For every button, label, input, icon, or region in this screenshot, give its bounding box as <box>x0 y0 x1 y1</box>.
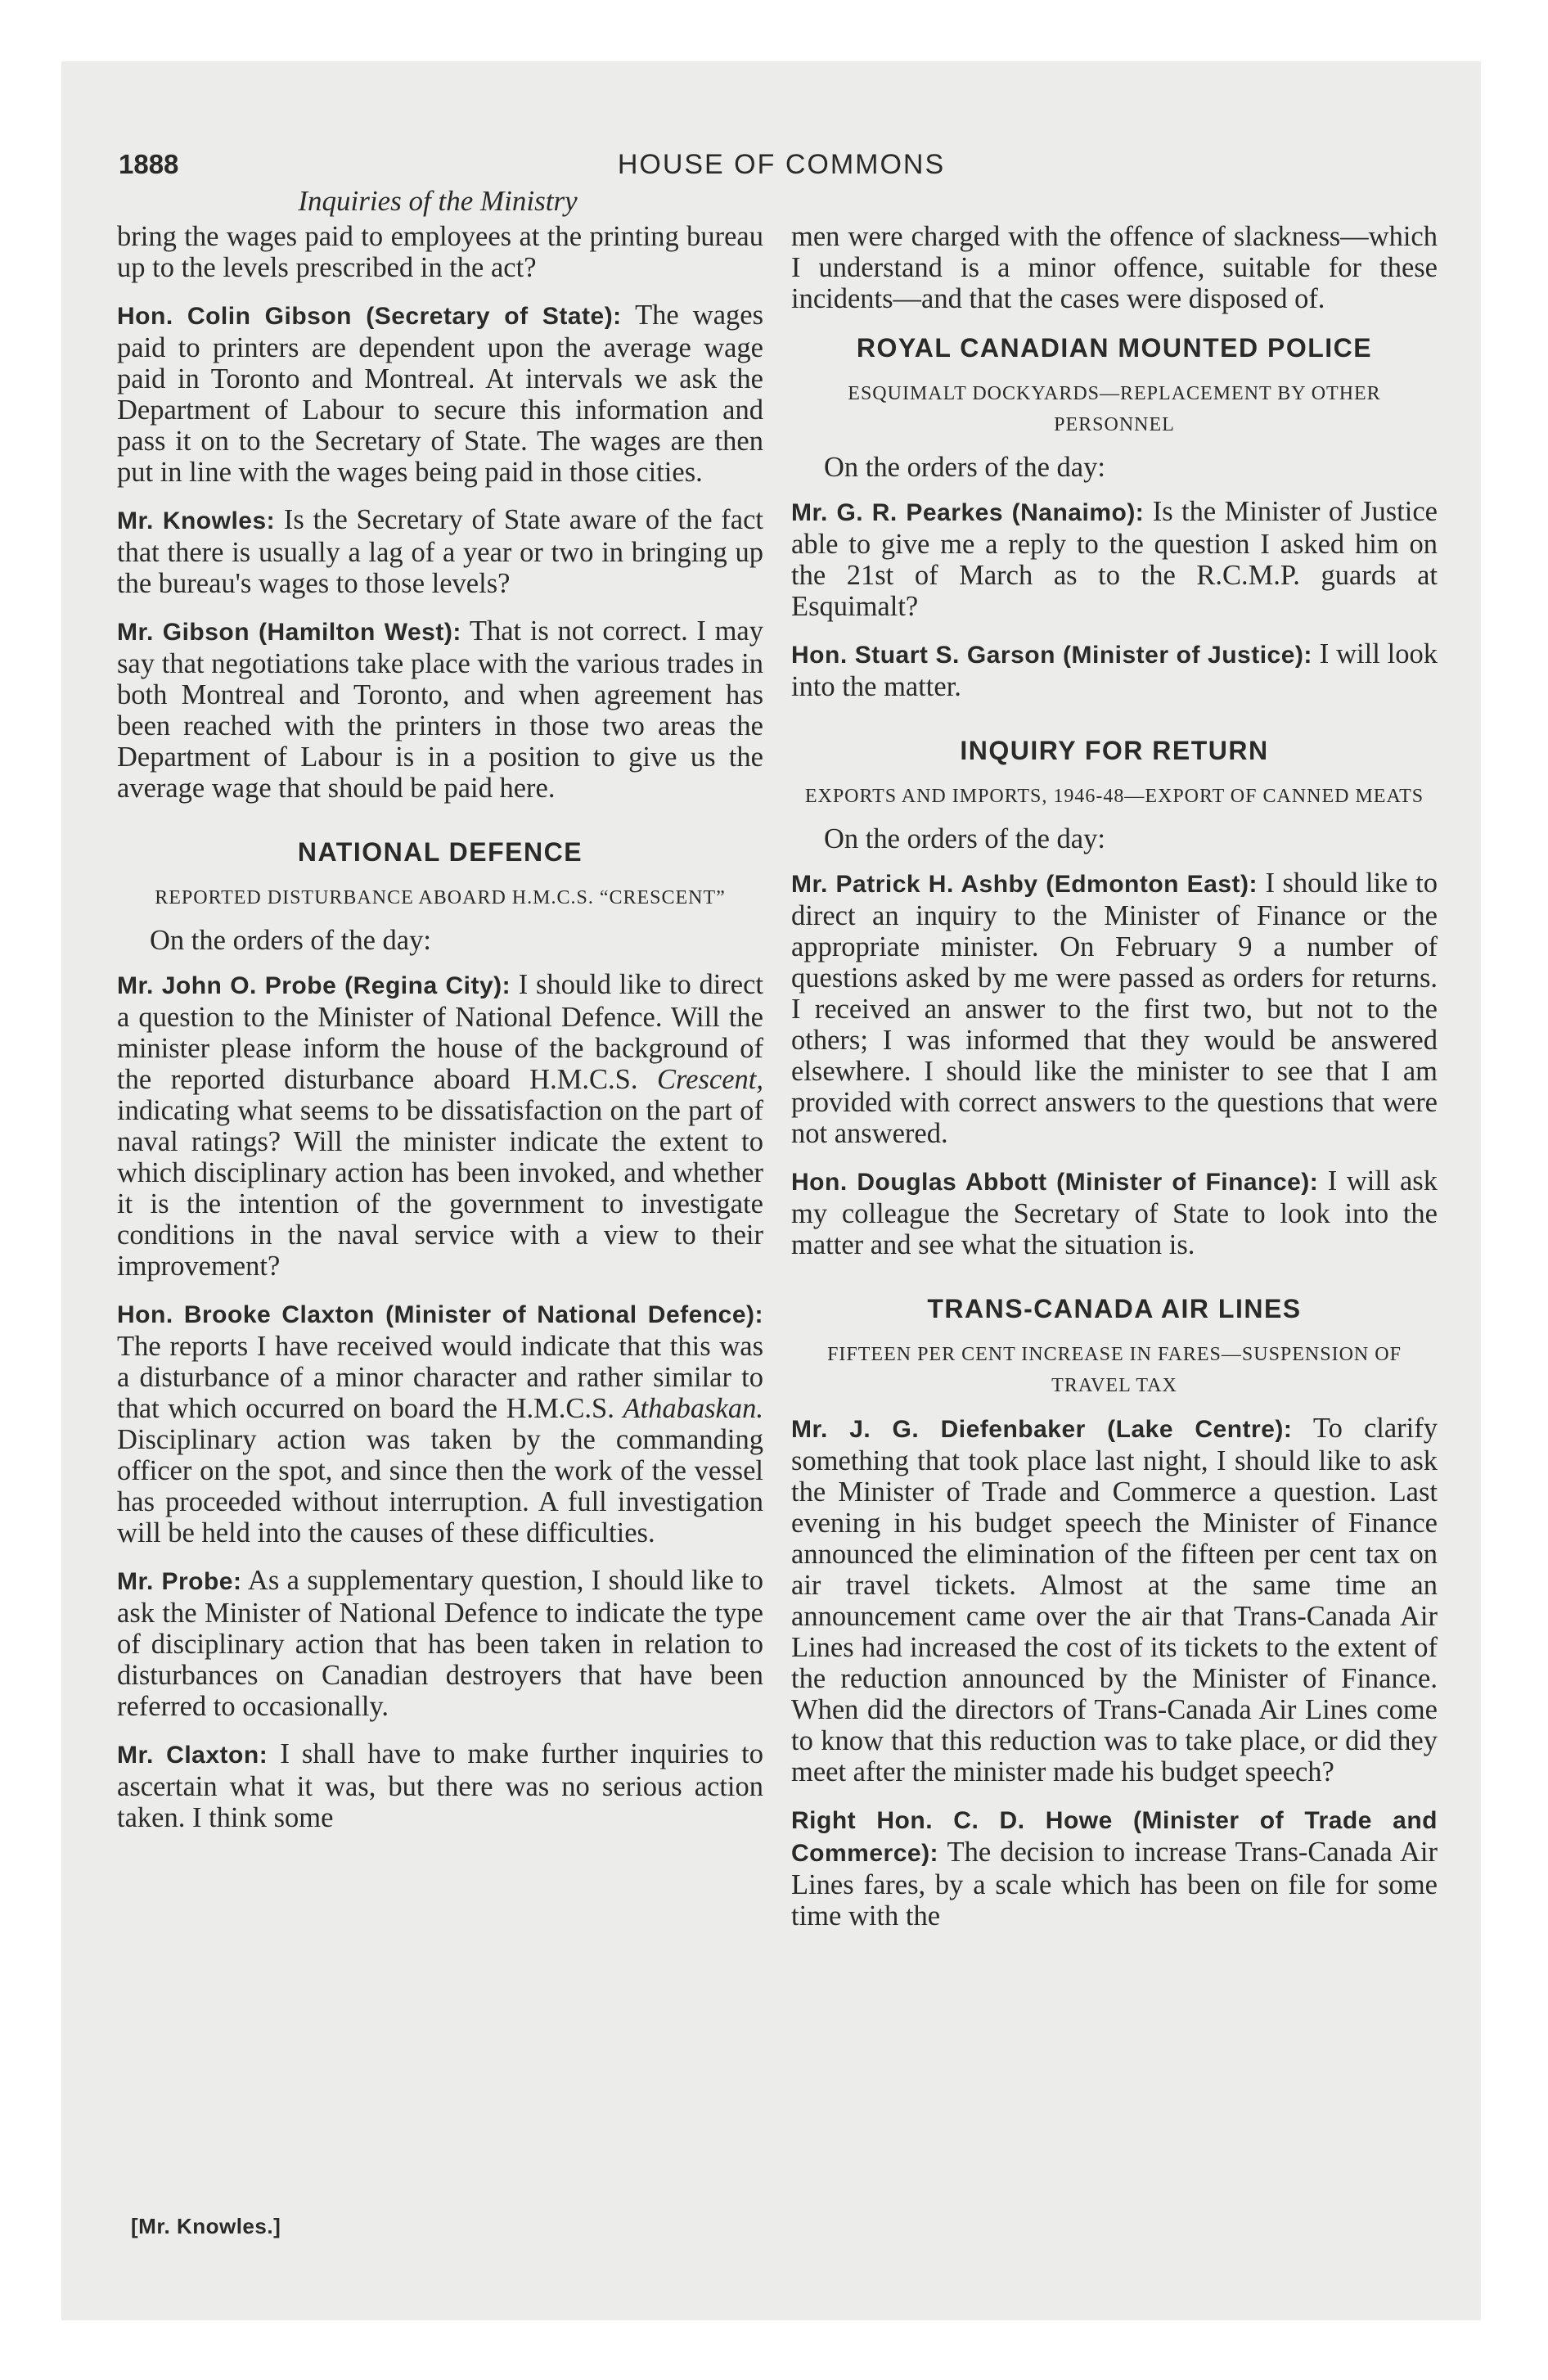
paragraph <box>117 1738 763 1833</box>
section-subheading: ESQUIMALT DOCKYARDS—REPLACEMENT BY OTHER PERSONNEL <box>848 383 1381 435</box>
speaker-name: Mr. Claxton: <box>117 1742 268 1769</box>
paragraph-text: That is not correct. I may say that negotiations take place with the various trades in both Montreal and Toronto, and when agreement has been reached with the printers in those two areas the Department of Labour is in a position to give us the average wage that should be paid here. <box>117 615 763 804</box>
paragraph-text: Disciplinary action was taken by the commanding officer on the spot, and since then the work of the vessel has proceeded without interruption. A full investigation will be held into the causes of these difficulties. <box>117 1424 763 1548</box>
left-column <box>117 221 763 1850</box>
speaker-name: Mr. G. R. Pearkes (Nanaimo): <box>791 499 1145 526</box>
paragraph <box>117 1298 763 1548</box>
speaker-name: Mr. Probe: <box>117 1568 242 1595</box>
page-header <box>115 149 1448 190</box>
paragraph <box>117 504 763 599</box>
orders-of-day: On the orders of the day: <box>150 925 431 956</box>
orders-of-day: On the orders of the day: <box>824 823 1105 854</box>
paragraph-text: Is the Secretary of State aware of the fact that there is usually a lag of a year or two in bringing up the bureau's wages to those levels? <box>117 504 763 599</box>
section-heading: NATIONAL DEFENCE <box>297 837 583 867</box>
right-column <box>791 221 1438 1948</box>
speaker-name: Right Hon. C. D. Howe (Minister of Trade and Commerce): <box>791 1807 1438 1867</box>
speaker-name: Mr. John O. Probe (Regina City): <box>117 972 511 999</box>
paragraph <box>791 868 1438 1149</box>
paragraph-text: bring the wages paid to employees at the printing bureau up to the levels prescribed in the act? <box>117 221 763 283</box>
paragraph-text: Is the Minister of Justice able to give me a reply to the question I asked him on the 21st of March as to the R.C.M.P. guards at Esquimalt? <box>791 496 1438 622</box>
paragraph <box>791 496 1438 622</box>
paragraph <box>791 221 1438 314</box>
paragraph-text: The decision to increase Trans-Canada Air Lines fares, by a scale which has been on file for some time with the <box>791 1837 1438 1931</box>
paragraph-text: I should like to direct an inquiry to the Minister of Finance or the appropriate minister. On February 9 a number of questions asked by me were passed as orders for returns. I received an answer to the first two, but not to the others; I was informed that they would be answered elsewhere. I should like the minister to see that I am provided with correct answers to the questions that were not answered. <box>791 868 1438 1149</box>
speaker-name: Mr. Gibson (Hamilton West): <box>117 619 461 646</box>
paragraph-text: The wages paid to printers are dependent upon the average wage paid in Toronto and Montreal. At intervals we ask the Department of Labour to secure this information and pass it on to the Secretary of State. The wages are then put in line with the wages being paid in those cities. <box>117 300 763 488</box>
paragraph <box>117 969 763 1282</box>
footer-speaker: [Mr. Knowles.] <box>131 2214 281 2238</box>
orders-of-day: On the orders of the day: <box>824 452 1105 483</box>
paragraph <box>117 221 763 283</box>
speaker-name: Mr. J. G. Diefenbaker (Lake Centre): <box>791 1416 1293 1443</box>
section-subhead: Inquiries of the Ministry <box>298 185 578 217</box>
paragraph <box>791 1804 1438 1931</box>
section-heading: ROYAL CANADIAN MOUNTED POLICE <box>856 333 1373 363</box>
paragraph-text: I shall have to make further inquiries to ascertain what it was, but there was no serious action taken. I think some <box>117 1738 763 1833</box>
section-heading: TRANS-CANADA AIR LINES <box>927 1294 1302 1323</box>
paragraph-text: I will look into the matter. <box>791 638 1438 702</box>
section-subheading: REPORTED DISTURBANCE ABOARD H.M.C.S. “CRESCENT” <box>155 887 726 908</box>
paragraph-text: I should like to direct a question to the Minister of National Defence. Will the minister please inform the house of the background of the reported disturbance aboard H.M.C.S. <box>117 969 763 1095</box>
speaker-name: Hon. Colin Gibson (Secretary of State): <box>117 303 622 330</box>
section-subheading: EXPORTS AND IMPORTS, 1946-48—EXPORT OF CANNED MEATS <box>804 786 1424 807</box>
paragraph <box>791 1413 1438 1787</box>
section-heading: INQUIRY FOR RETURN <box>960 736 1269 765</box>
paragraph-text: To clarify something that took place last night, I should like to ask the Minister of Trade and Commerce a question. Last evening in his budget speech the Minister of Finance announced the elimination of the fifteen per cent tax on air travel tickets. Almost at the same time an announcement came over the air that Trans-Canada Air Lines had increased the cost of its tickets to the extent of the reduction announced by the Minister of Finance. When did the directors of Trans-Canada Air Lines come to know that this reduction was to take place, or did they meet after the minister made his budget speech? <box>791 1413 1438 1787</box>
paragraph-text: I will ask my colleague the Secretary of State to look into the matter and see what the situation is. <box>791 1165 1438 1260</box>
section-subheading: FIFTEEN PER CENT INCREASE IN FARES—SUSPENSION OF TRAVEL TAX <box>827 1344 1402 1396</box>
page-number: 1888 <box>119 149 179 179</box>
speaker-name: Hon. Douglas Abbott (Minister of Finance): <box>791 1169 1319 1196</box>
paragraph <box>791 638 1438 702</box>
paragraph <box>117 1565 763 1722</box>
paragraph-text: The reports I have received would indicate that this was a disturbance of a minor character and rather similar to that which occurred on board the H.M.C.S. <box>117 1331 763 1424</box>
speaker-name: Mr. Patrick H. Ashby (Edmonton East): <box>791 871 1258 898</box>
paragraph-text: As a supplementary question, I should like to ask the Minister of National Defence to indicate the type of disciplinary action that has been taken in relation to disturbances on Canadian destroyers that have been referred to occasionally. <box>117 1565 763 1722</box>
paragraph-text: men were charged with the offence of slackness—which I understand is a minor offence, suitable for these incidents—and that the cases were disposed of. <box>791 221 1438 314</box>
paragraph <box>117 615 763 804</box>
ship-name: Athabaskan. <box>623 1393 763 1424</box>
speaker-name: Hon. Brooke Claxton (Minister of National Defence): <box>117 1301 763 1328</box>
speaker-name: Hon. Stuart S. Garson (Minister of Justice): <box>791 642 1312 669</box>
ship-name: Crescent, <box>657 1064 763 1095</box>
running-title: HOUSE OF COMMONS <box>617 149 946 180</box>
paragraph <box>117 300 763 488</box>
paragraph <box>791 1165 1438 1260</box>
paragraph-text: indicating what seems to be dissatisfaction on the part of naval ratings? Will the minister indicate the extent to which disciplinary action has been invoked, and whether it is the intention of the government to investigate conditions in the naval service with a view to their improvement? <box>117 1095 763 1282</box>
footer-note <box>131 2214 281 2239</box>
speaker-name: Mr. Knowles: <box>117 507 276 534</box>
